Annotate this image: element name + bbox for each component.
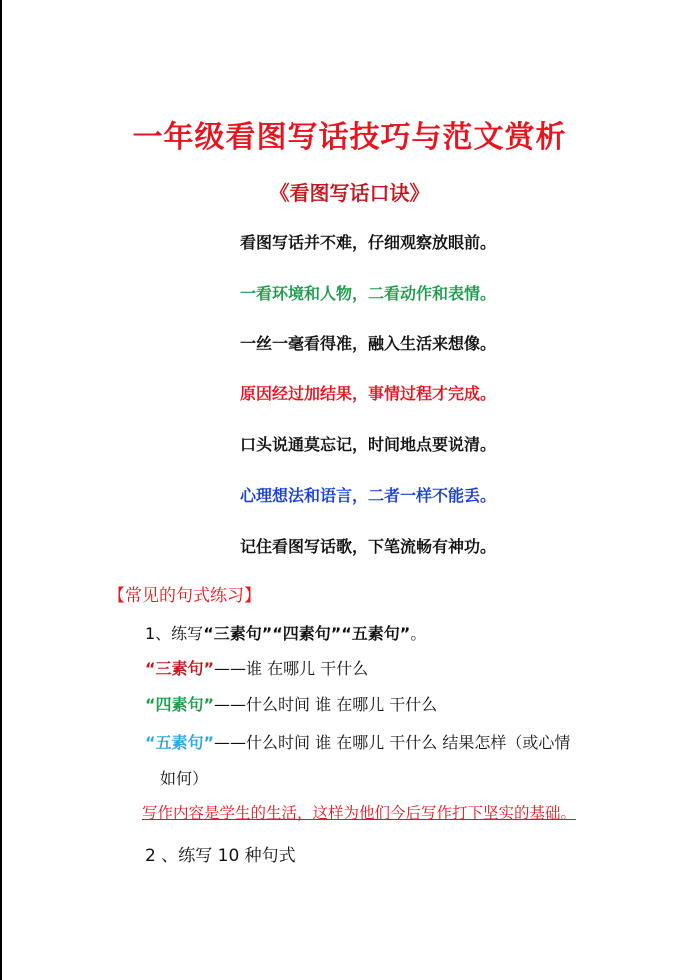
exercise-item-1 bbox=[145, 621, 426, 644]
exercise-item-1-prefix: 1、练写 bbox=[145, 624, 204, 643]
sentence-type-label: “五素句” bbox=[145, 733, 215, 752]
poem-line-1: 看图写话并不难，仔细观察放眼前。 bbox=[240, 233, 497, 252]
page-title: 一年级看图写话技巧与范文赏析 bbox=[132, 120, 567, 155]
sentence-type-label: “三素句” bbox=[145, 659, 215, 678]
poem-line-3: 一丝一毫看得准，融入生活来想像。 bbox=[240, 334, 497, 353]
sentence-type-row bbox=[145, 692, 437, 715]
writing-note: 写作内容是学生的生活，这样为他们今后写作打下坚实的基础。 bbox=[142, 804, 577, 822]
term-four-element: “四素句” bbox=[272, 624, 342, 643]
term-five-element: “五素句” bbox=[341, 624, 411, 643]
sentence-type-row bbox=[145, 656, 368, 679]
sentence-type-continuation: 如何） bbox=[160, 769, 209, 788]
poem-line-4: 原因经过加结果，事情过程才完成。 bbox=[240, 384, 497, 403]
poem-line-7: 记住看图写话歌，下笔流畅有神功。 bbox=[240, 537, 497, 556]
poem-line-5: 口头说通莫忘记，时间地点要说清。 bbox=[240, 435, 497, 454]
sentence-type-label: “四素句” bbox=[145, 695, 215, 714]
sentence-type-desc: ——谁 在哪儿 干什么 bbox=[214, 659, 369, 678]
poem-line-2: 一看环境和人物，二看动作和表情。 bbox=[240, 284, 497, 303]
sentence-type-row bbox=[145, 730, 570, 753]
sentence-type-desc: ——什么时间 谁 在哪儿 干什么 bbox=[214, 695, 438, 714]
sentence-type-desc: ——什么时间 谁 在哪儿 干什么 结果怎样（或心情 bbox=[214, 733, 571, 752]
poem-line-6: 心理想法和语言，二者一样不能丢。 bbox=[240, 486, 497, 505]
poem-title: 《看图写话口诀》 bbox=[269, 181, 430, 205]
term-three-element: “三素句” bbox=[203, 624, 273, 643]
exercise-item-1-suffix: 。 bbox=[410, 624, 427, 643]
section-header: 【常见的句式练习】 bbox=[108, 586, 261, 606]
exercise-item-2: 2 、练写 10 种句式 bbox=[145, 846, 296, 866]
